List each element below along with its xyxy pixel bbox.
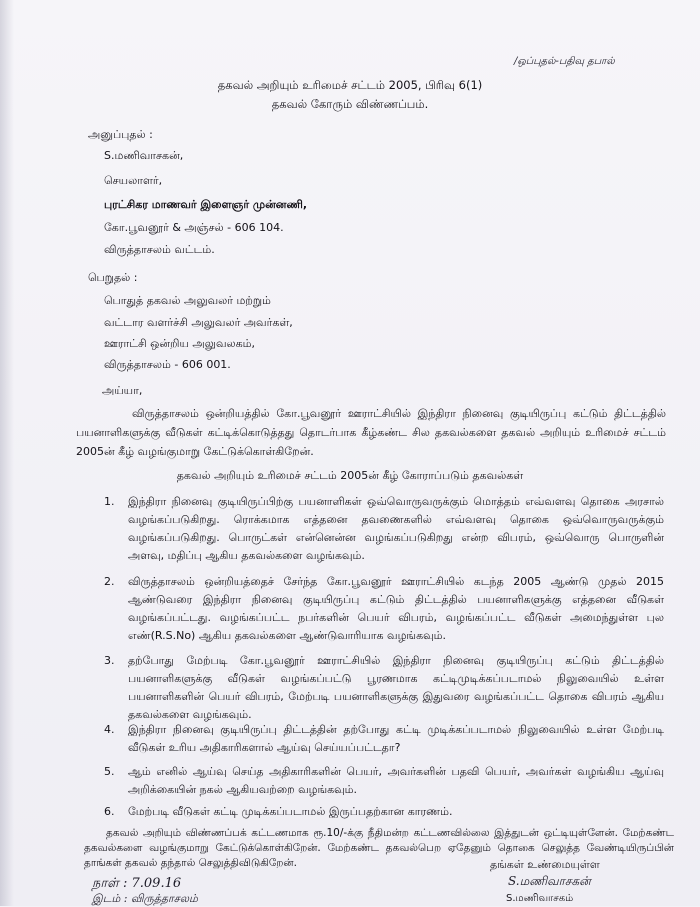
heading-line-2: தகவல் கோரும் விண்ணப்பம். [271, 97, 429, 111]
item-number: 4. [104, 723, 115, 736]
sender-line: செயலாளர், [104, 174, 163, 187]
heading-line-1: தகவல் அறியும் உரிமைச் சட்டம் 2005, பிரிவு 6(1) [217, 78, 483, 92]
item-text: இந்திரா நினைவு குடியிருப்பிற்கு பயனாளிகள் ஒவ்வொருவருக்கும் மொத்தம் எவ்வளவு தொகை அரசால் வழங்கப்படுகிறது. ரொக்கமாக எத்தனை தவணைகளில் எவ்வளவு தொகை ஒவ்வொருவருக்கும் வழங்கப்படுகிறது. பொருட்கள் என்னென்ன வழங்கப்படுகிறது என்ற விபரம், ஒவ்வொரு பொருளின் அளவு, மதிப்பு ஆகிய தகவல்களை வழங்கவும். [128, 495, 664, 562]
signoff-regards: தங்கள் உண்மையுள்ள [490, 858, 600, 871]
signoff-name: S.மணிவாசகம் [506, 893, 574, 904]
place-handwritten: இடம் : விருத்தாசலம் [92, 892, 198, 905]
item-text: விருத்தாசலம் ஒன்றியத்தைச் சேர்ந்த கோ.பூவனூர் ஊராட்சியில் கடந்த 2005 ஆண்டு முதல் 2015 ஆண்டுவரை இந்திரா நினைவு குடியிருப்பு கட்டும் திட்டத்தில் பயனாளிகளுக்கு எத்தனை வீடுகள் வழங்கப்பட்டது. வழங்கப்பட்ட நபர்களின் பெயர் விபரம், வழங்கப்பட்ட வீடுகள் அமைந்துள்ள புல எண்(R.S.No) ஆகிய தகவல்களை ஆண்டுவாரியாக வழங்கவும். [128, 575, 664, 642]
item-number: 6. [104, 805, 115, 818]
item-text: தற்போது மேற்படி கோ.பூவனூர் ஊராட்சியில் இந்திரா நினைவு குடியிருப்பு கட்டும் திட்டத்தில் பயனாளிகளுக்கு வீடுகள் வழங்கப்பட்டு பூரணமாக கட்டிமுடிக்கப்படாமல் நிலுவையில் உள்ள பயனாளிகளின் பெயர் விபரம், மேற்படி பயனாளிகளுக்கு இதுவரை வழங்கப்பட்ட தொகை விபரம் ஆகிய தகவல்களை வழங்கவும். [128, 654, 664, 721]
salutation: அய்யா, [102, 384, 143, 397]
item-number: 1. [104, 495, 115, 508]
sender-line: கோ.பூவனூர் & அஞ்சல் - 606 104. [104, 221, 284, 234]
item-number: 3. [104, 654, 115, 667]
registered-post-note: /ஒப்புதல்-பதிவு தபால் [514, 56, 615, 67]
item-text: ஆம் எனில் ஆய்வு செய்த அதிகாரிகளின் பெயர், அவர்களின் பதவி பெயர், அவர்கள் வழங்கிய ஆய்வு அறிக்கையின் நகல் ஆகியவற்றை வழங்கவும். [128, 765, 664, 796]
recipient-label: பெறுதல் : [88, 271, 138, 284]
requested-info-heading: தகவல் அறியும் உரிமைச் சட்டம் 2005ன் கீழ் கோராப்படும் தகவல்கள் [176, 469, 524, 482]
item-number: 2. [104, 575, 115, 588]
date-handwritten: நாள் : 7.09.16 [92, 876, 182, 891]
sender-line: S.மணிவாசகன், [104, 149, 184, 162]
sender-label: அனுப்புதல் : [88, 128, 153, 141]
recipient-line: வட்டார வளர்ச்சி அலுவலர் அவர்கள், [104, 316, 293, 329]
recipient-line: பொதுத் தகவல் அலுவலர் மற்றும் [104, 294, 271, 307]
recipient-line: ஊராட்சி ஒன்றிய அலுவலகம், [104, 337, 256, 350]
item-number: 5. [104, 765, 115, 778]
signature: S.மணிவாசகன் [508, 874, 591, 888]
sender-line: புரட்சிகர மாணவர் இளைஞர் முன்னணி, [104, 198, 308, 211]
item-text: இந்திரா நினைவு குடியிருப்பு திட்டத்தின் தற்போது கட்டி முடிக்கப்படாமல் நிலுவையில் உள்ள மேற்படி வீடுகள் உரிய அதிகாரிகளால் ஆய்வு செய்யப்பட்டதா? [128, 723, 664, 754]
sender-line: விருத்தாசலம் வட்டம். [104, 243, 215, 256]
closing-paragraph: தகவல் அறியும் விண்ணப்பக் கட்டணமாக ரூ.10/-க்கு நீதிமன்ற கட்டணவில்லை இத்துடன் ஒட்டியுள்ளேன். மேற்கண்ட தகவல்களை வழங்குமாறு கேட்டுக்கொள்கிறேன். மேற்கண்ட தகவல்பெற ஏதேனும் தொகை செலுத்த வேண்டியிருப்பின் தாங்கள் தகவல் தந்தால் செலுத்திவிடுகிறேன். [84, 827, 674, 869]
page-edge-shadow [0, 0, 14, 906]
recipient-line: விருத்தாசலம் - 606 001. [104, 358, 231, 371]
intro-paragraph: விருத்தாசலம் ஒன்றியத்தில் கோ.பூவனூர் ஊராட்சியில் இந்திரா நினைவு குடியிருப்பு கட்டும் திட்டத்தில் பயனாளிகளுக்கு வீடுகள் கட்டிக்கொடுத்தது தொடர்பாக கீழ்கண்ட சில தகவல்களை தகவல் அறியும் உரிமைச் சட்டம் 2005ன் கீழ் வழங்குமாறு கேட்டுக்கொள்கிறேன். [76, 407, 666, 458]
item-text: மேற்படி வீடுகள் கட்டி முடிக்கப்படாமல் இருப்பதற்கான காரணம். [128, 805, 453, 818]
